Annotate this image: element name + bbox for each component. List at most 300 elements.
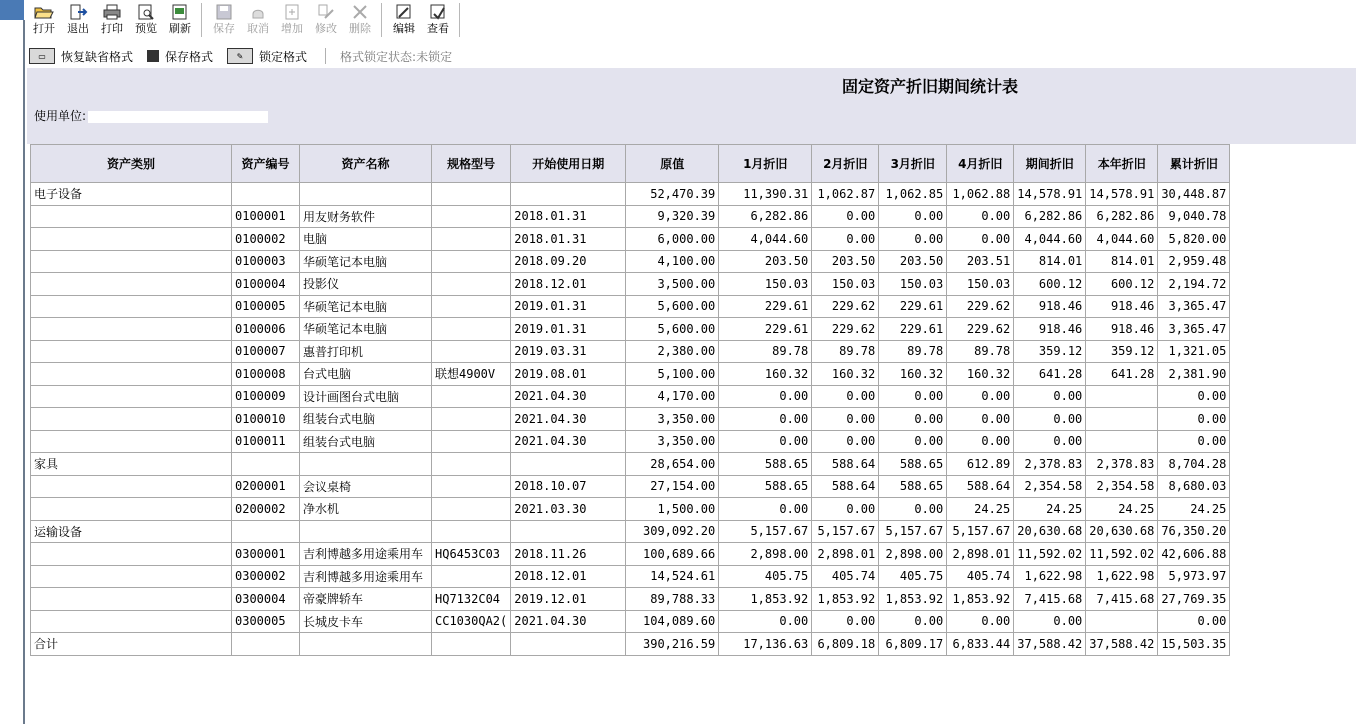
table-cell[interactable]: 1,062.85 <box>879 183 947 206</box>
table-cell[interactable] <box>31 228 232 251</box>
table-cell[interactable]: 641.28 <box>1014 363 1086 386</box>
table-cell[interactable]: 89.78 <box>947 340 1014 363</box>
table-cell[interactable]: 2018.01.31 <box>511 205 626 228</box>
table-cell[interactable] <box>432 565 511 588</box>
table-cell[interactable]: 2,354.58 <box>1086 475 1158 498</box>
table-cell[interactable]: 588.64 <box>812 475 879 498</box>
table-cell[interactable]: 1,500.00 <box>626 498 719 521</box>
table-cell[interactable]: 0.00 <box>812 498 879 521</box>
table-cell[interactable]: 吉利博越多用途乘用车 <box>300 565 432 588</box>
table-cell[interactable]: 0100010 <box>232 408 300 431</box>
table-cell[interactable]: 5,820.00 <box>1158 228 1230 251</box>
table-cell[interactable]: 2,898.00 <box>879 543 947 566</box>
table-cell[interactable]: 2021.04.30 <box>511 385 626 408</box>
table-cell[interactable]: 3,365.47 <box>1158 318 1230 341</box>
table-cell[interactable]: 联想4900V <box>432 363 511 386</box>
table-cell[interactable] <box>511 633 626 656</box>
table-cell[interactable]: 0100001 <box>232 205 300 228</box>
table-cell[interactable]: 投影仪 <box>300 273 432 296</box>
table-cell[interactable]: 11,592.02 <box>1014 543 1086 566</box>
table-cell[interactable]: 0100008 <box>232 363 300 386</box>
table-cell[interactable]: 203.50 <box>812 250 879 273</box>
table-cell[interactable]: 588.65 <box>879 453 947 476</box>
table-cell[interactable]: 309,092.20 <box>626 520 719 543</box>
table-cell[interactable]: 150.03 <box>879 273 947 296</box>
table-cell[interactable] <box>511 520 626 543</box>
table-cell[interactable] <box>432 520 511 543</box>
column-header[interactable]: 原值 <box>626 145 719 183</box>
table-cell[interactable]: 0100009 <box>232 385 300 408</box>
table-cell[interactable]: 7,415.68 <box>1014 588 1086 611</box>
table-cell[interactable] <box>31 295 232 318</box>
table-cell[interactable]: 0.00 <box>1158 408 1230 431</box>
table-cell[interactable]: 160.32 <box>812 363 879 386</box>
table-cell[interactable]: 0.00 <box>719 498 812 521</box>
table-cell[interactable] <box>31 610 232 633</box>
view-report-button[interactable]: 查看 <box>421 0 455 35</box>
table-cell[interactable]: 华硕笔记本电脑 <box>300 318 432 341</box>
table-cell[interactable]: 0300005 <box>232 610 300 633</box>
table-cell[interactable] <box>432 340 511 363</box>
table-cell[interactable]: 28,654.00 <box>626 453 719 476</box>
table-cell[interactable]: 9,320.39 <box>626 205 719 228</box>
table-cell[interactable]: 27,154.00 <box>626 475 719 498</box>
table-cell[interactable]: 2021.03.30 <box>511 498 626 521</box>
table-cell[interactable] <box>232 633 300 656</box>
column-header[interactable]: 累计折旧 <box>1158 145 1230 183</box>
table-cell[interactable]: 2021.04.30 <box>511 610 626 633</box>
table-cell[interactable]: 0.00 <box>812 228 879 251</box>
column-header[interactable]: 期间折旧 <box>1014 145 1086 183</box>
table-row[interactable] <box>31 633 1230 656</box>
table-cell[interactable]: 0.00 <box>947 228 1014 251</box>
table-cell[interactable]: 2,194.72 <box>1158 273 1230 296</box>
table-cell[interactable] <box>31 498 232 521</box>
table-cell[interactable]: 2018.01.31 <box>511 228 626 251</box>
table-cell[interactable] <box>432 408 511 431</box>
column-header[interactable]: 资产编号 <box>232 145 300 183</box>
table-cell[interactable]: 5,157.67 <box>879 520 947 543</box>
table-cell[interactable]: 600.12 <box>1086 273 1158 296</box>
table-cell[interactable] <box>31 475 232 498</box>
table-cell[interactable]: 3,350.00 <box>626 430 719 453</box>
table-cell[interactable]: 814.01 <box>1014 250 1086 273</box>
table-cell[interactable]: 2,381.90 <box>1158 363 1230 386</box>
table-cell[interactable] <box>1086 610 1158 633</box>
table-cell[interactable]: 1,853.92 <box>812 588 879 611</box>
table-cell[interactable]: 359.12 <box>1014 340 1086 363</box>
table-cell[interactable]: 2019.01.31 <box>511 318 626 341</box>
table-row[interactable] <box>31 250 1230 273</box>
table-row[interactable] <box>31 205 1230 228</box>
table-cell[interactable]: 0300004 <box>232 588 300 611</box>
table-cell[interactable] <box>31 565 232 588</box>
table-cell[interactable] <box>31 363 232 386</box>
table-cell[interactable]: 104,089.60 <box>626 610 719 633</box>
table-cell[interactable]: 2019.12.01 <box>511 588 626 611</box>
table-cell[interactable]: 918.46 <box>1086 295 1158 318</box>
table-cell[interactable]: 814.01 <box>1086 250 1158 273</box>
table-cell[interactable]: 华硕笔记本电脑 <box>300 295 432 318</box>
table-cell[interactable]: 52,470.39 <box>626 183 719 206</box>
table-cell[interactable]: 390,216.59 <box>626 633 719 656</box>
table-cell[interactable]: 229.62 <box>812 318 879 341</box>
column-header[interactable]: 规格型号 <box>432 145 511 183</box>
table-cell[interactable]: 20,630.68 <box>1086 520 1158 543</box>
table-cell[interactable]: 24.25 <box>1158 498 1230 521</box>
table-cell[interactable] <box>31 430 232 453</box>
table-cell[interactable]: 588.64 <box>812 453 879 476</box>
table-cell[interactable]: 229.61 <box>879 295 947 318</box>
table-cell[interactable]: 电子设备 <box>31 183 232 206</box>
table-cell[interactable]: 588.65 <box>719 475 812 498</box>
table-cell[interactable] <box>31 273 232 296</box>
table-cell[interactable]: 0100007 <box>232 340 300 363</box>
table-cell[interactable]: 76,350.20 <box>1158 520 1230 543</box>
table-cell[interactable]: 89.78 <box>879 340 947 363</box>
table-cell[interactable]: 612.89 <box>947 453 1014 476</box>
table-cell[interactable]: 台式电脑 <box>300 363 432 386</box>
modify-button[interactable]: 修改 <box>309 0 343 35</box>
table-cell[interactable]: 0.00 <box>947 408 1014 431</box>
table-cell[interactable]: 0.00 <box>879 430 947 453</box>
table-cell[interactable]: 2,380.00 <box>626 340 719 363</box>
table-cell[interactable]: 42,606.88 <box>1158 543 1230 566</box>
table-cell[interactable]: 0.00 <box>879 498 947 521</box>
table-cell[interactable]: 5,973.97 <box>1158 565 1230 588</box>
table-cell[interactable] <box>232 453 300 476</box>
table-cell[interactable]: 0.00 <box>719 430 812 453</box>
restore-default-format-button[interactable]: ▭ 恢复缺省格式 <box>29 48 133 65</box>
save-button[interactable]: 保存 <box>207 0 241 35</box>
table-cell[interactable]: 2,354.58 <box>1014 475 1086 498</box>
table-cell[interactable]: 2018.12.01 <box>511 273 626 296</box>
table-cell[interactable]: 229.61 <box>719 318 812 341</box>
preview-button[interactable]: 预览 <box>129 0 163 35</box>
table-cell[interactable] <box>232 520 300 543</box>
table-cell[interactable] <box>300 633 432 656</box>
table-cell[interactable]: 4,170.00 <box>626 385 719 408</box>
table-cell[interactable] <box>511 183 626 206</box>
table-cell[interactable]: 2021.04.30 <box>511 430 626 453</box>
table-cell[interactable]: 0.00 <box>1158 610 1230 633</box>
table-row[interactable] <box>31 295 1230 318</box>
table-cell[interactable] <box>31 385 232 408</box>
table-cell[interactable]: 4,044.60 <box>1014 228 1086 251</box>
table-cell[interactable]: 359.12 <box>1086 340 1158 363</box>
table-cell[interactable]: 1,062.87 <box>812 183 879 206</box>
table-cell[interactable]: 150.03 <box>947 273 1014 296</box>
table-cell[interactable]: 150.03 <box>719 273 812 296</box>
table-cell[interactable]: 8,704.28 <box>1158 453 1230 476</box>
table-cell[interactable]: 0.00 <box>879 205 947 228</box>
table-cell[interactable]: 14,524.61 <box>626 565 719 588</box>
table-cell[interactable]: 24.25 <box>1014 498 1086 521</box>
table-cell[interactable]: 229.62 <box>947 318 1014 341</box>
table-cell[interactable] <box>300 520 432 543</box>
table-cell[interactable] <box>511 453 626 476</box>
table-cell[interactable]: 6,282.86 <box>1086 205 1158 228</box>
table-cell[interactable]: 588.64 <box>947 475 1014 498</box>
table-cell[interactable]: 4,044.60 <box>1086 228 1158 251</box>
table-cell[interactable]: 2018.11.26 <box>511 543 626 566</box>
table-cell[interactable]: 用友财务软件 <box>300 205 432 228</box>
table-row[interactable] <box>31 273 1230 296</box>
refresh-button[interactable]: 刷新 <box>163 0 197 35</box>
table-cell[interactable] <box>432 273 511 296</box>
table-row[interactable] <box>31 543 1230 566</box>
table-cell[interactable]: 6,809.17 <box>879 633 947 656</box>
table-row[interactable] <box>31 453 1230 476</box>
table-cell[interactable]: 吉利博越多用途乘用车 <box>300 543 432 566</box>
table-cell[interactable] <box>300 453 432 476</box>
table-cell[interactable]: 0.00 <box>812 385 879 408</box>
table-cell[interactable]: 3,350.00 <box>626 408 719 431</box>
table-cell[interactable]: 2019.08.01 <box>511 363 626 386</box>
table-cell[interactable]: CC1030QA2( <box>432 610 511 633</box>
table-cell[interactable]: 0.00 <box>879 408 947 431</box>
table-row[interactable] <box>31 385 1230 408</box>
table-cell[interactable] <box>432 498 511 521</box>
table-cell[interactable]: 0.00 <box>947 610 1014 633</box>
table-cell[interactable]: 2018.09.20 <box>511 250 626 273</box>
table-cell[interactable]: 229.61 <box>719 295 812 318</box>
table-cell[interactable] <box>31 340 232 363</box>
table-cell[interactable]: 0.00 <box>1158 385 1230 408</box>
table-cell[interactable]: 641.28 <box>1086 363 1158 386</box>
print-button[interactable]: 打印 <box>95 0 129 35</box>
table-cell[interactable] <box>300 183 432 206</box>
table-row[interactable] <box>31 340 1230 363</box>
column-header[interactable]: 资产类别 <box>31 145 232 183</box>
splitter[interactable] <box>23 20 25 724</box>
table-cell[interactable]: 4,044.60 <box>719 228 812 251</box>
table-row[interactable] <box>31 228 1230 251</box>
save-format-button[interactable]: 保存格式 <box>147 48 213 65</box>
table-cell[interactable]: 2,898.00 <box>719 543 812 566</box>
table-cell[interactable]: 2018.10.07 <box>511 475 626 498</box>
table-cell[interactable]: 0.00 <box>1014 610 1086 633</box>
table-cell[interactable]: 160.32 <box>719 363 812 386</box>
table-cell[interactable]: 405.75 <box>719 565 812 588</box>
table-cell[interactable]: 华硕笔记本电脑 <box>300 250 432 273</box>
table-cell[interactable]: 惠普打印机 <box>300 340 432 363</box>
table-cell[interactable]: 37,588.42 <box>1086 633 1158 656</box>
table-cell[interactable]: 3,500.00 <box>626 273 719 296</box>
table-cell[interactable]: 203.50 <box>879 250 947 273</box>
delete-button[interactable]: 删除 <box>343 0 377 35</box>
table-cell[interactable]: 6,282.86 <box>719 205 812 228</box>
table-cell[interactable]: 11,390.31 <box>719 183 812 206</box>
table-cell[interactable]: 5,157.67 <box>812 520 879 543</box>
column-header[interactable]: 2月折旧 <box>812 145 879 183</box>
table-cell[interactable]: 5,600.00 <box>626 295 719 318</box>
table-cell[interactable]: 405.75 <box>879 565 947 588</box>
table-cell[interactable] <box>31 205 232 228</box>
table-cell[interactable] <box>432 430 511 453</box>
table-cell[interactable]: 0.00 <box>1014 408 1086 431</box>
table-cell[interactable]: 0100002 <box>232 228 300 251</box>
table-cell[interactable] <box>31 408 232 431</box>
table-row[interactable] <box>31 430 1230 453</box>
table-cell[interactable] <box>432 318 511 341</box>
table-cell[interactable]: 160.32 <box>879 363 947 386</box>
table-cell[interactable]: 0.00 <box>879 385 947 408</box>
table-cell[interactable]: 600.12 <box>1014 273 1086 296</box>
table-row[interactable] <box>31 408 1230 431</box>
table-cell[interactable]: 15,503.35 <box>1158 633 1230 656</box>
column-header[interactable]: 本年折旧 <box>1086 145 1158 183</box>
column-header[interactable]: 开始使用日期 <box>511 145 626 183</box>
table-cell[interactable]: 918.46 <box>1086 318 1158 341</box>
table-cell[interactable]: 588.65 <box>879 475 947 498</box>
table-row[interactable] <box>31 363 1230 386</box>
table-cell[interactable]: 2,959.48 <box>1158 250 1230 273</box>
table-cell[interactable] <box>31 250 232 273</box>
edit-report-button[interactable]: 编辑 <box>387 0 421 35</box>
table-cell[interactable]: HQ6453C03 <box>432 543 511 566</box>
table-cell[interactable]: 11,592.02 <box>1086 543 1158 566</box>
table-cell[interactable]: 5,600.00 <box>626 318 719 341</box>
table-cell[interactable]: 0100004 <box>232 273 300 296</box>
table-cell[interactable]: 设计画图台式电脑 <box>300 385 432 408</box>
table-cell[interactable]: 2,378.83 <box>1086 453 1158 476</box>
table-cell[interactable]: 0300002 <box>232 565 300 588</box>
table-cell[interactable]: 20,630.68 <box>1014 520 1086 543</box>
table-cell[interactable]: 0.00 <box>947 430 1014 453</box>
table-cell[interactable]: 0.00 <box>1158 430 1230 453</box>
table-row[interactable] <box>31 565 1230 588</box>
table-cell[interactable]: 30,448.87 <box>1158 183 1230 206</box>
table-cell[interactable]: 1,853.92 <box>879 588 947 611</box>
table-cell[interactable]: 2,378.83 <box>1014 453 1086 476</box>
table-cell[interactable] <box>1086 385 1158 408</box>
table-cell[interactable]: 405.74 <box>812 565 879 588</box>
table-cell[interactable]: 918.46 <box>1014 318 1086 341</box>
table-cell[interactable]: 1,853.92 <box>947 588 1014 611</box>
table-cell[interactable]: 0100011 <box>232 430 300 453</box>
table-cell[interactable] <box>432 205 511 228</box>
cancel-button[interactable]: 取消 <box>241 0 275 35</box>
table-cell[interactable]: 588.65 <box>719 453 812 476</box>
table-cell[interactable]: 918.46 <box>1014 295 1086 318</box>
table-cell[interactable] <box>432 228 511 251</box>
table-cell[interactable] <box>432 183 511 206</box>
table-cell[interactable] <box>432 453 511 476</box>
table-cell[interactable]: 组装台式电脑 <box>300 430 432 453</box>
table-cell[interactable]: 8,680.03 <box>1158 475 1230 498</box>
lock-format-button[interactable]: ✎ 锁定格式 <box>227 48 307 65</box>
table-cell[interactable]: 1,622.98 <box>1014 565 1086 588</box>
table-cell[interactable]: 0.00 <box>1014 430 1086 453</box>
table-cell[interactable]: 6,833.44 <box>947 633 1014 656</box>
table-cell[interactable]: 229.62 <box>947 295 1014 318</box>
table-cell[interactable]: 0.00 <box>719 408 812 431</box>
table-cell[interactable]: 2019.01.31 <box>511 295 626 318</box>
table-cell[interactable]: 1,062.88 <box>947 183 1014 206</box>
table-cell[interactable]: 组装台式电脑 <box>300 408 432 431</box>
table-cell[interactable]: 0300001 <box>232 543 300 566</box>
table-cell[interactable]: 150.03 <box>812 273 879 296</box>
table-cell[interactable]: 帝豪牌轿车 <box>300 588 432 611</box>
table-cell[interactable] <box>31 318 232 341</box>
table-cell[interactable]: 160.32 <box>947 363 1014 386</box>
table-cell[interactable] <box>1086 430 1158 453</box>
table-cell[interactable]: 合计 <box>31 633 232 656</box>
table-cell[interactable]: 0.00 <box>1014 385 1086 408</box>
table-cell[interactable]: 运输设备 <box>31 520 232 543</box>
table-cell[interactable] <box>31 588 232 611</box>
add-button[interactable]: 增加 <box>275 0 309 35</box>
column-header[interactable]: 4月折旧 <box>947 145 1014 183</box>
table-cell[interactable]: 1,853.92 <box>719 588 812 611</box>
table-row[interactable] <box>31 475 1230 498</box>
table-cell[interactable] <box>31 543 232 566</box>
table-cell[interactable]: 5,157.67 <box>719 520 812 543</box>
table-cell[interactable]: 0200001 <box>232 475 300 498</box>
table-cell[interactable] <box>432 250 511 273</box>
table-cell[interactable]: 203.51 <box>947 250 1014 273</box>
table-cell[interactable]: 0.00 <box>719 610 812 633</box>
table-cell[interactable] <box>432 385 511 408</box>
table-cell[interactable]: 100,689.66 <box>626 543 719 566</box>
table-cell[interactable]: 0.00 <box>947 385 1014 408</box>
column-header[interactable]: 1月折旧 <box>719 145 812 183</box>
table-cell[interactable]: 2019.03.31 <box>511 340 626 363</box>
table-cell[interactable]: 24.25 <box>947 498 1014 521</box>
table-cell[interactable]: 17,136.63 <box>719 633 812 656</box>
table-cell[interactable] <box>432 633 511 656</box>
table-cell[interactable]: 229.62 <box>812 295 879 318</box>
table-cell[interactable] <box>432 475 511 498</box>
table-cell[interactable]: 0.00 <box>947 205 1014 228</box>
table-cell[interactable]: 9,040.78 <box>1158 205 1230 228</box>
table-cell[interactable]: 长城皮卡车 <box>300 610 432 633</box>
table-row[interactable] <box>31 520 1230 543</box>
table-cell[interactable]: 3,365.47 <box>1158 295 1230 318</box>
table-cell[interactable]: 2018.12.01 <box>511 565 626 588</box>
table-cell[interactable]: 6,000.00 <box>626 228 719 251</box>
table-cell[interactable]: 14,578.91 <box>1086 183 1158 206</box>
table-cell[interactable]: 净水机 <box>300 498 432 521</box>
table-cell[interactable]: 5,100.00 <box>626 363 719 386</box>
table-cell[interactable]: 4,100.00 <box>626 250 719 273</box>
table-cell[interactable]: 405.74 <box>947 565 1014 588</box>
table-row[interactable] <box>31 588 1230 611</box>
open-button[interactable]: 打开 <box>27 0 61 35</box>
table-cell[interactable]: 14,578.91 <box>1014 183 1086 206</box>
table-cell[interactable]: 89.78 <box>719 340 812 363</box>
table-cell[interactable]: 6,282.86 <box>1014 205 1086 228</box>
table-cell[interactable]: 89,788.33 <box>626 588 719 611</box>
table-cell[interactable]: 0100005 <box>232 295 300 318</box>
table-cell[interactable] <box>1086 408 1158 431</box>
table-cell[interactable]: 24.25 <box>1086 498 1158 521</box>
table-row[interactable] <box>31 183 1230 206</box>
table-cell[interactable] <box>232 183 300 206</box>
column-header[interactable]: 3月折旧 <box>879 145 947 183</box>
table-row[interactable] <box>31 610 1230 633</box>
table-cell[interactable]: 0.00 <box>812 205 879 228</box>
table-cell[interactable]: 2,898.01 <box>812 543 879 566</box>
table-cell[interactable]: 0.00 <box>879 228 947 251</box>
table-cell[interactable]: 0.00 <box>879 610 947 633</box>
table-cell[interactable]: 5,157.67 <box>947 520 1014 543</box>
exit-button[interactable]: 退出 <box>61 0 95 35</box>
table-cell[interactable]: 1,321.05 <box>1158 340 1230 363</box>
table-cell[interactable]: 0100006 <box>232 318 300 341</box>
table-cell[interactable]: 0.00 <box>812 408 879 431</box>
